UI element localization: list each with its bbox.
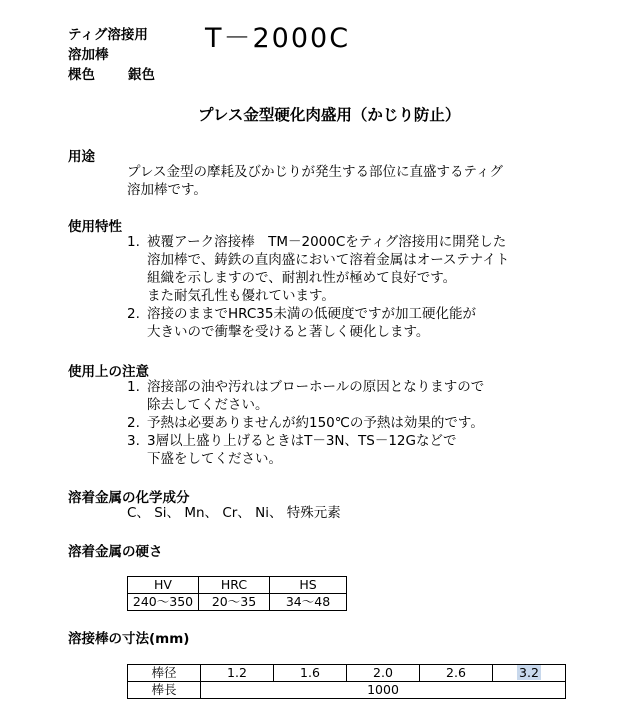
product-code: T－2000C <box>205 23 351 54</box>
item-line: 溶接のままでHRC35未満の低硬度ですが加工硬化能が <box>147 306 476 322</box>
item-number: 1. <box>127 234 140 250</box>
table-cell: 240～350 <box>128 594 199 611</box>
list-item <box>127 432 484 468</box>
diameter-label: 棒径 <box>128 665 201 682</box>
item-line: 被覆アーク溶接棒 TM－2000Cをティグ溶接用に開発した <box>147 234 507 250</box>
list-item <box>127 414 484 432</box>
rod-type-label: 溶加棒 <box>68 47 109 63</box>
cautions-heading: 使用上の注意 <box>68 364 149 380</box>
item-number: 3. <box>127 433 140 449</box>
table-row <box>128 682 566 699</box>
table-cell: 2.0 <box>347 665 420 682</box>
item-number: 2. <box>127 415 140 431</box>
chemistry-elements: C、 Si、 Mn、 Cr、 Ni、 特殊元素 <box>127 505 341 521</box>
item-number: 1. <box>127 379 140 395</box>
table-cell: 1.6 <box>274 665 347 682</box>
table-cell: 2.6 <box>420 665 493 682</box>
cautions-list <box>127 378 484 468</box>
dimensions-table <box>127 664 566 699</box>
hardness-table <box>127 576 347 611</box>
item-line: 下盛をしてください。 <box>147 451 282 467</box>
table-row <box>128 665 566 682</box>
table-cell <box>493 665 566 682</box>
table-cell: 34～48 <box>270 594 347 611</box>
color-value: 銀色 <box>128 67 155 83</box>
use-line: プレス金型の摩耗及びかじりが発生する部位に直盛するティグ <box>127 164 503 180</box>
color-label: 棵色 <box>68 67 95 83</box>
table-row <box>128 594 347 611</box>
use-text <box>127 163 503 199</box>
use-line: 溶加棒です。 <box>127 182 207 198</box>
dimensions-heading: 溶接棒の寸法(mm) <box>68 631 190 647</box>
table-header: HRC <box>199 577 270 594</box>
item-line: 溶接部の油や汚れはブローホールの原因となりますので <box>147 379 485 395</box>
use-heading: 用途 <box>68 149 95 165</box>
table-row <box>128 577 347 594</box>
list-item <box>127 378 484 414</box>
features-list <box>127 233 509 341</box>
product-subtitle: プレス金型硬化肉盛用（かじり防止） <box>198 106 461 124</box>
length-label: 棒長 <box>128 682 201 699</box>
item-line: 除去してください。 <box>147 397 269 413</box>
item-line: 溶加棒で、鋳鉄の直肉盛において溶着金属はオーステナイト <box>147 252 510 268</box>
table-cell: 1.2 <box>201 665 274 682</box>
table-cell: 1000 <box>201 682 566 699</box>
category-label: ティグ溶接用 <box>68 27 148 43</box>
item-line: 予熱は必要ありませんが約150℃の予熱は効果的です。 <box>147 415 484 431</box>
table-cell: 20～35 <box>199 594 270 611</box>
table-header: HV <box>128 577 199 594</box>
features-heading: 使用特性 <box>68 219 122 235</box>
item-line: また耐気孔性も優れています。 <box>147 288 335 304</box>
item-line: 組織を示しますので、耐割れ性が極めて良好です。 <box>147 270 457 286</box>
list-item <box>127 233 509 305</box>
item-line: 大きいので衝撃を受けると著しく硬化します。 <box>147 324 430 340</box>
item-line: 3層以上盛り上げるときはT－3N、TS－12Gなどで <box>147 433 457 449</box>
hardness-heading: 溶着金属の硬さ <box>68 544 163 560</box>
chemistry-heading: 溶着金属の化学成分 <box>68 490 190 506</box>
table-header: HS <box>270 577 347 594</box>
list-item <box>127 305 509 341</box>
highlighted-value: 3.2 <box>519 665 539 680</box>
item-number: 2. <box>127 306 140 322</box>
